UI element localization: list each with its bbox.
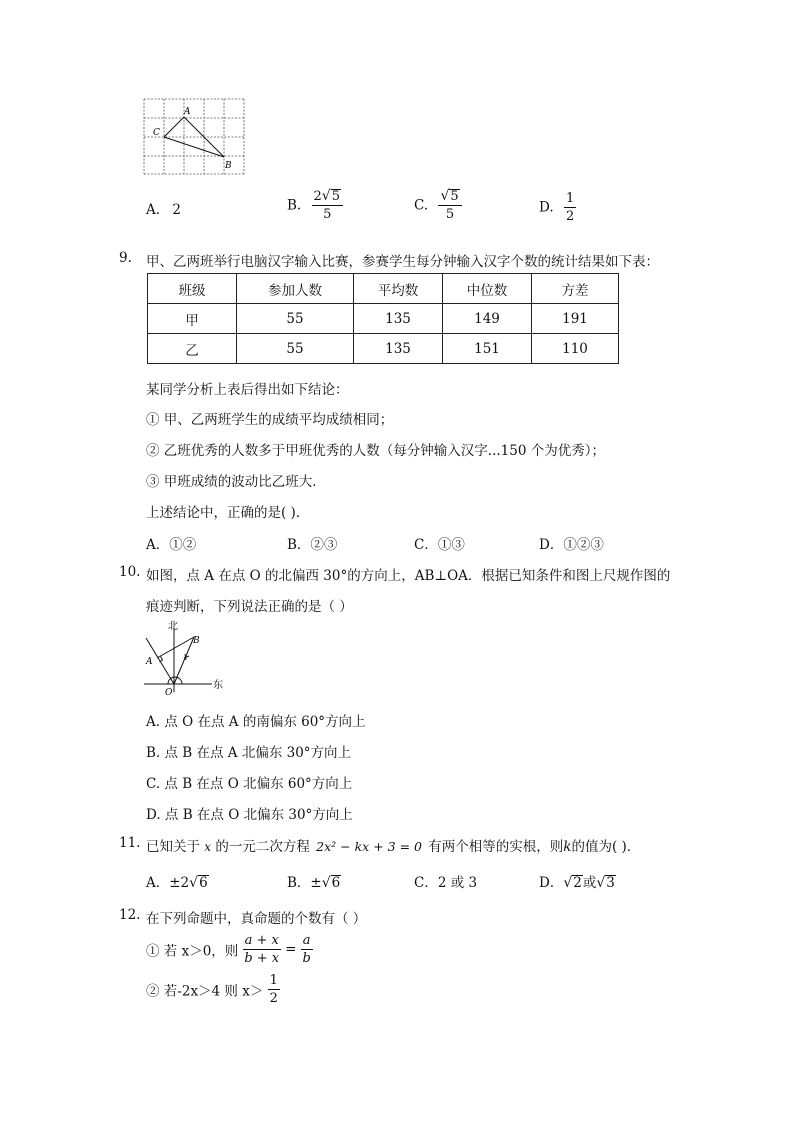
table-cell: 135 — [354, 334, 443, 364]
q11-stem — [146, 835, 640, 855]
q9-lead: 某同学分析上表后得出如下结论： — [146, 382, 349, 398]
q9-conclusion-1: ① 甲、乙两班学生的成绩平均成绩相同； — [146, 412, 394, 428]
q10-option-b[interactable]: B. 点 B 在点 A 北偏东 30°方向上 — [146, 745, 352, 761]
point-a-label: A — [184, 107, 191, 117]
option-letter: A． — [146, 875, 170, 891]
q11-option-c[interactable] — [414, 871, 477, 891]
q9-option-c[interactable]: C．①③ — [414, 537, 465, 553]
q12-number: 12. — [119, 907, 141, 923]
q8-option-a[interactable] — [146, 202, 181, 218]
table-header: 班级 — [148, 274, 237, 304]
grid-figure — [140, 96, 248, 176]
q11-number: 11. — [119, 835, 141, 851]
fraction — [564, 192, 576, 223]
table-header: 参加人数 — [237, 274, 354, 304]
north-label: 北 — [168, 621, 178, 632]
q9-question: 上述结论中，正确的是( )． — [146, 505, 310, 521]
denominator: 5 — [445, 207, 455, 223]
denominator: b + x — [244, 950, 280, 966]
q8-option-d[interactable] — [539, 192, 576, 223]
table-cell: 55 — [237, 334, 354, 364]
q10-number: 10. — [119, 564, 141, 580]
q11-option-b[interactable]: B．±√6 — [287, 875, 341, 891]
stem-text: 有两个相等的实根，则 — [428, 839, 564, 855]
point-o-label: O — [165, 688, 173, 698]
q9-option-b[interactable]: B．②③ — [287, 537, 338, 553]
equals-sign: = — [285, 941, 297, 958]
option-text: ± — [310, 875, 322, 891]
point-c-label: C — [153, 128, 160, 138]
table-row — [148, 304, 619, 334]
table-cell: 甲 — [148, 304, 237, 334]
option-text: ±2 — [169, 875, 190, 891]
q9-number: 9. — [119, 250, 132, 266]
variable-x: x — [204, 840, 212, 854]
variable-k: k — [563, 839, 572, 855]
table-cell: 135 — [354, 304, 443, 334]
numerator: 1 — [269, 973, 278, 988]
table-cell: 149 — [443, 304, 532, 334]
q10-option-d[interactable]: D. 点 B 在点 O 北偏东 30°方向上 — [146, 807, 353, 823]
radicand: 6 — [331, 875, 341, 891]
q11-option-d[interactable]: D．√2或√3 — [539, 875, 615, 891]
table-header: 方差 — [532, 274, 619, 304]
option-letter: C. — [414, 197, 429, 214]
option-letter: B． — [287, 875, 311, 891]
stem-text: 已知关于 — [146, 839, 200, 855]
radicand: 5 — [331, 189, 340, 204]
table-cell: 110 — [532, 334, 619, 364]
q9-conclusion-3: ③ 甲班成绩的波动比乙班大． — [146, 474, 326, 490]
stem-text: 的一元二次方程 — [215, 839, 310, 855]
numerator: a — [302, 933, 311, 948]
numerator: a + x — [244, 933, 279, 948]
q12-item-1 — [146, 934, 313, 965]
q10-stem-line2: 痕迹判断，下列说法正确的是（ ） — [146, 599, 353, 615]
fraction — [301, 934, 313, 965]
radicand: 5 — [450, 189, 459, 204]
radicand: 6 — [199, 875, 208, 891]
point-b-label: B — [225, 161, 232, 171]
table-cell: 151 — [443, 334, 532, 364]
fraction — [268, 974, 280, 1005]
option-letter: D. — [539, 199, 554, 216]
coefficient: 2 — [313, 189, 322, 204]
compass-figure — [138, 620, 228, 698]
q10-option-c[interactable]: C. 点 B 在点 O 北偏东 60°方向上 — [146, 776, 353, 792]
q9-option-a[interactable]: A．①② — [146, 537, 197, 553]
option-text: 或 — [582, 875, 597, 891]
table-header: 中位数 — [443, 274, 532, 304]
stats-table — [147, 273, 619, 364]
fraction: $\frac{√5}{5}$ — [438, 189, 461, 222]
fraction — [243, 934, 281, 965]
q11-option-a[interactable]: A．±2√6 — [146, 875, 208, 891]
option-text: 2 或 3 — [437, 875, 478, 891]
item-text: ② 若-2x＞4 则 x＞ — [146, 983, 264, 1000]
point-a-label: A — [146, 657, 153, 667]
denominator: 5 — [323, 207, 332, 223]
q10-stem-line1: 如图，点 A 在点 O 的北偏西 30°的方向上，AB⊥OA．根据已知条件和图上尺规作图的 — [146, 568, 671, 584]
option-letter: C． — [414, 875, 438, 891]
numerator: 1 — [565, 191, 575, 206]
item-text: ① 若 x＞0，则 — [146, 943, 239, 960]
q8-option-b[interactable] — [287, 189, 343, 222]
equation: 2x² − kx + 3 = 0 — [316, 839, 422, 854]
stem-text: 的值为( )． — [571, 839, 641, 855]
q9-option-d[interactable]: D．①②③ — [539, 537, 604, 553]
radicand: 2 — [573, 875, 582, 891]
q9-stem: 甲、乙两班举行电脑汉字输入比赛，参赛学生每分钟输入汉字个数的统计结果如下表： — [146, 254, 659, 270]
denominator: 2 — [565, 208, 575, 224]
denominator: b — [302, 950, 311, 966]
point-b-label: B — [193, 636, 200, 646]
q8-option-c[interactable] — [414, 189, 462, 222]
table-cell: 乙 — [148, 334, 237, 364]
option-letter: B. — [287, 197, 302, 214]
table-cell: 55 — [237, 304, 354, 334]
option-letter: A. — [146, 202, 161, 218]
q12-stem: 在下列命题中，真命题的个数有（ ） — [146, 911, 367, 927]
table-header: 平均数 — [354, 274, 443, 304]
q9-conclusion-2: ② 乙班优秀的人数多于甲班优秀的人数（每分钟输入汉字...150 个为优秀）； — [146, 443, 605, 459]
q10-option-a[interactable]: A. 点 O 在点 A 的南偏东 60°方向上 — [146, 714, 366, 730]
denominator: 2 — [269, 990, 278, 1006]
east-label: 东 — [213, 680, 223, 691]
q12-item-2 — [146, 974, 280, 1005]
table-header-row — [148, 274, 619, 304]
option-letter: D． — [539, 875, 564, 891]
table-cell: 191 — [532, 304, 619, 334]
radicand: 3 — [606, 875, 615, 891]
fraction: $\frac{2√5}{5}$ — [312, 189, 343, 222]
table-row — [148, 334, 619, 364]
option-value: 2 — [172, 202, 181, 218]
